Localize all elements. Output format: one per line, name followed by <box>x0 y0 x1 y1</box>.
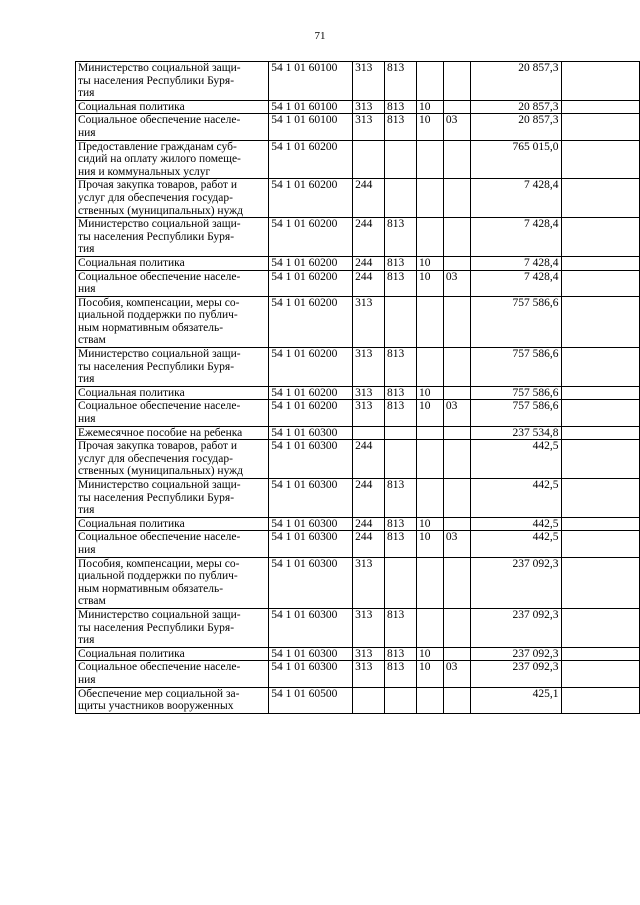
row-expense-type-cell: 313 <box>353 608 385 647</box>
table-row <box>76 400 640 426</box>
row-section-cell <box>416 348 443 387</box>
row-code-cell: 54 1 01 60100 <box>269 62 353 101</box>
row-extra-cell <box>561 100 640 114</box>
row-name-cell: Социальное обеспечение населе- ния <box>76 400 269 426</box>
row-code-cell: 54 1 01 60200 <box>269 256 353 270</box>
row-subsection-cell <box>443 386 470 400</box>
row-name-cell: Предоставление гражданам суб- сидий на оплату жилого помеще- ния и коммунальных услуг <box>76 140 269 179</box>
row-extra-cell <box>561 608 640 647</box>
row-subsection-cell <box>443 179 470 218</box>
table-row <box>76 517 640 531</box>
row-code-cell: 54 1 01 60200 <box>269 270 353 296</box>
row-extra-cell <box>561 270 640 296</box>
row-amount-cell: 237 092,3 <box>470 647 561 661</box>
row-code-cell: 54 1 01 60200 <box>269 218 353 257</box>
row-code-cell: 54 1 01 60200 <box>269 296 353 347</box>
table-row <box>76 140 640 179</box>
row-name-cell: Социальная политика <box>76 517 269 531</box>
row-expense-type-cell: 244 <box>353 440 385 479</box>
row-expense-type-cell: 313 <box>353 348 385 387</box>
row-subsection-cell: 03 <box>443 400 470 426</box>
table-row <box>76 218 640 257</box>
row-expense-type-cell: 244 <box>353 218 385 257</box>
row-section-cell <box>416 296 443 347</box>
row-amount-cell: 237 092,3 <box>470 661 561 687</box>
row-section-cell: 10 <box>416 400 443 426</box>
row-section-cell: 10 <box>416 114 443 140</box>
table-row <box>76 256 640 270</box>
row-name-cell: Министерство социальной защи- ты населения Республики Буря- тия <box>76 348 269 387</box>
row-ministry-code-cell: 813 <box>385 479 417 518</box>
row-ministry-code-cell <box>385 557 417 608</box>
row-subsection-cell <box>443 479 470 518</box>
row-amount-cell: 442,5 <box>470 531 561 557</box>
row-subsection-cell <box>443 348 470 387</box>
row-amount-cell: 237 092,3 <box>470 557 561 608</box>
table-row <box>76 348 640 387</box>
row-amount-cell: 442,5 <box>470 479 561 518</box>
row-name-cell: Прочая закупка товаров, работ и услуг для обеспечения государ- ственных (муниципальных) нужд <box>76 440 269 479</box>
table-row <box>76 296 640 347</box>
table-row <box>76 114 640 140</box>
row-code-cell: 54 1 01 60200 <box>269 386 353 400</box>
row-amount-cell: 757 586,6 <box>470 296 561 347</box>
table-row <box>76 608 640 647</box>
row-extra-cell <box>561 62 640 101</box>
row-amount-cell: 442,5 <box>470 517 561 531</box>
row-code-cell: 54 1 01 60300 <box>269 440 353 479</box>
row-subsection-cell <box>443 440 470 479</box>
row-extra-cell <box>561 557 640 608</box>
row-extra-cell <box>561 114 640 140</box>
row-section-cell <box>416 608 443 647</box>
row-subsection-cell <box>443 647 470 661</box>
row-code-cell: 54 1 01 60200 <box>269 348 353 387</box>
row-name-cell: Социальная политика <box>76 386 269 400</box>
page-number: 71 <box>314 30 326 42</box>
row-extra-cell <box>561 256 640 270</box>
row-amount-cell: 7 428,4 <box>470 256 561 270</box>
row-ministry-code-cell: 813 <box>385 62 417 101</box>
row-amount-cell: 7 428,4 <box>470 179 561 218</box>
row-ministry-code-cell <box>385 687 417 713</box>
row-amount-cell: 757 586,6 <box>470 386 561 400</box>
row-name-cell: Социальное обеспечение населе- ния <box>76 270 269 296</box>
row-amount-cell: 20 857,3 <box>470 100 561 114</box>
row-section-cell <box>416 426 443 440</box>
table-row <box>76 386 640 400</box>
row-expense-type-cell: 244 <box>353 531 385 557</box>
row-ministry-code-cell: 813 <box>385 517 417 531</box>
row-code-cell: 54 1 01 60500 <box>269 687 353 713</box>
row-ministry-code-cell: 813 <box>385 256 417 270</box>
row-expense-type-cell: 244 <box>353 179 385 218</box>
row-name-cell: Социальное обеспечение населе- ния <box>76 531 269 557</box>
row-extra-cell <box>561 531 640 557</box>
row-code-cell: 54 1 01 60200 <box>269 140 353 179</box>
row-extra-cell <box>561 479 640 518</box>
row-subsection-cell: 03 <box>443 531 470 557</box>
row-expense-type-cell: 244 <box>353 479 385 518</box>
row-expense-type-cell: 313 <box>353 647 385 661</box>
row-subsection-cell: 03 <box>443 661 470 687</box>
row-amount-cell: 7 428,4 <box>470 218 561 257</box>
table-row <box>76 440 640 479</box>
table-row <box>76 270 640 296</box>
row-section-cell: 10 <box>416 386 443 400</box>
row-code-cell: 54 1 01 60300 <box>269 479 353 518</box>
row-ministry-code-cell: 813 <box>385 647 417 661</box>
row-subsection-cell <box>443 100 470 114</box>
row-amount-cell: 757 586,6 <box>470 400 561 426</box>
row-section-cell: 10 <box>416 531 443 557</box>
table-row <box>76 426 640 440</box>
row-expense-type-cell: 313 <box>353 114 385 140</box>
table-row <box>76 557 640 608</box>
budget-table-body <box>76 62 640 714</box>
table-row <box>76 531 640 557</box>
row-expense-type-cell: 313 <box>353 62 385 101</box>
row-subsection-cell <box>443 62 470 101</box>
row-ministry-code-cell: 813 <box>385 114 417 140</box>
row-extra-cell <box>561 400 640 426</box>
row-extra-cell <box>561 647 640 661</box>
row-code-cell: 54 1 01 60300 <box>269 557 353 608</box>
row-amount-cell: 20 857,3 <box>470 62 561 101</box>
row-name-cell: Прочая закупка товаров, работ и услуг для обеспечения государ- ственных (муниципальных) нужд <box>76 179 269 218</box>
row-ministry-code-cell: 813 <box>385 348 417 387</box>
row-extra-cell <box>561 386 640 400</box>
row-section-cell <box>416 687 443 713</box>
row-section-cell: 10 <box>416 270 443 296</box>
row-expense-type-cell: 244 <box>353 270 385 296</box>
row-extra-cell <box>561 517 640 531</box>
row-code-cell: 54 1 01 60300 <box>269 661 353 687</box>
row-extra-cell <box>561 687 640 713</box>
row-subsection-cell <box>443 140 470 179</box>
row-ministry-code-cell: 813 <box>385 661 417 687</box>
row-name-cell: Министерство социальной защи- ты населения Республики Буря- тия <box>76 479 269 518</box>
row-subsection-cell: 03 <box>443 270 470 296</box>
table-row <box>76 647 640 661</box>
row-expense-type-cell: 244 <box>353 517 385 531</box>
table-row <box>76 661 640 687</box>
table-row <box>76 62 640 101</box>
row-expense-type-cell: 313 <box>353 100 385 114</box>
row-ministry-code-cell <box>385 179 417 218</box>
row-extra-cell <box>561 218 640 257</box>
row-section-cell <box>416 140 443 179</box>
row-extra-cell <box>561 426 640 440</box>
row-amount-cell: 765 015,0 <box>470 140 561 179</box>
row-ministry-code-cell: 813 <box>385 400 417 426</box>
row-ministry-code-cell: 813 <box>385 386 417 400</box>
row-amount-cell: 237 534,8 <box>470 426 561 440</box>
row-subsection-cell <box>443 256 470 270</box>
row-ministry-code-cell: 813 <box>385 100 417 114</box>
row-extra-cell <box>561 661 640 687</box>
row-expense-type-cell: 313 <box>353 661 385 687</box>
row-code-cell: 54 1 01 60200 <box>269 400 353 426</box>
row-code-cell: 54 1 01 60300 <box>269 426 353 440</box>
row-amount-cell: 425,1 <box>470 687 561 713</box>
row-code-cell: 54 1 01 60300 <box>269 517 353 531</box>
row-code-cell: 54 1 01 60200 <box>269 179 353 218</box>
row-ministry-code-cell: 813 <box>385 270 417 296</box>
row-name-cell: Ежемесячное пособие на ребенка <box>76 426 269 440</box>
row-expense-type-cell: 313 <box>353 386 385 400</box>
row-section-cell <box>416 218 443 257</box>
row-ministry-code-cell: 813 <box>385 608 417 647</box>
row-name-cell: Социальная политика <box>76 100 269 114</box>
row-section-cell <box>416 557 443 608</box>
row-name-cell: Министерство социальной защи- ты населения Республики Буря- тия <box>76 62 269 101</box>
row-code-cell: 54 1 01 60100 <box>269 100 353 114</box>
row-extra-cell <box>561 296 640 347</box>
row-amount-cell: 237 092,3 <box>470 608 561 647</box>
row-subsection-cell <box>443 517 470 531</box>
row-subsection-cell <box>443 426 470 440</box>
row-section-cell: 10 <box>416 647 443 661</box>
row-section-cell: 10 <box>416 661 443 687</box>
row-name-cell: Пособия, компенсации, меры со- циальной поддержки по публич- ным нормативным обязатель- ствам <box>76 296 269 347</box>
row-extra-cell <box>561 140 640 179</box>
row-section-cell: 10 <box>416 517 443 531</box>
row-ministry-code-cell <box>385 440 417 479</box>
row-amount-cell: 442,5 <box>470 440 561 479</box>
row-amount-cell: 20 857,3 <box>470 114 561 140</box>
row-name-cell: Пособия, компенсации, меры со- циальной поддержки по публич- ным нормативным обязатель- ствам <box>76 557 269 608</box>
row-subsection-cell <box>443 608 470 647</box>
row-section-cell <box>416 479 443 518</box>
row-code-cell: 54 1 01 60300 <box>269 647 353 661</box>
row-expense-type-cell <box>353 426 385 440</box>
row-expense-type-cell: 313 <box>353 400 385 426</box>
row-subsection-cell <box>443 296 470 347</box>
row-name-cell: Социальная политика <box>76 256 269 270</box>
row-expense-type-cell <box>353 687 385 713</box>
table-row <box>76 479 640 518</box>
row-section-cell <box>416 179 443 218</box>
budget-table <box>75 61 640 714</box>
row-expense-type-cell: 244 <box>353 256 385 270</box>
row-amount-cell: 7 428,4 <box>470 270 561 296</box>
row-name-cell: Обеспечение мер социальной за- щиты участников вооруженных <box>76 687 269 713</box>
row-ministry-code-cell: 813 <box>385 531 417 557</box>
row-subsection-cell <box>443 687 470 713</box>
row-expense-type-cell <box>353 140 385 179</box>
row-name-cell: Социальное обеспечение населе- ния <box>76 114 269 140</box>
row-extra-cell <box>561 440 640 479</box>
row-ministry-code-cell: 813 <box>385 218 417 257</box>
row-subsection-cell <box>443 218 470 257</box>
row-ministry-code-cell <box>385 426 417 440</box>
row-code-cell: 54 1 01 60300 <box>269 531 353 557</box>
table-row <box>76 179 640 218</box>
row-code-cell: 54 1 01 60100 <box>269 114 353 140</box>
row-name-cell: Министерство социальной защи- ты населения Республики Буря- тия <box>76 608 269 647</box>
row-section-cell: 10 <box>416 100 443 114</box>
row-section-cell: 10 <box>416 256 443 270</box>
row-extra-cell <box>561 348 640 387</box>
row-amount-cell: 757 586,6 <box>470 348 561 387</box>
row-section-cell <box>416 62 443 101</box>
row-name-cell: Министерство социальной защи- ты населения Республики Буря- тия <box>76 218 269 257</box>
row-code-cell: 54 1 01 60300 <box>269 608 353 647</box>
row-subsection-cell <box>443 557 470 608</box>
row-ministry-code-cell <box>385 140 417 179</box>
row-expense-type-cell: 313 <box>353 557 385 608</box>
row-name-cell: Социальная политика <box>76 647 269 661</box>
table-row <box>76 687 640 713</box>
row-ministry-code-cell <box>385 296 417 347</box>
row-expense-type-cell: 313 <box>353 296 385 347</box>
row-section-cell <box>416 440 443 479</box>
row-extra-cell <box>561 179 640 218</box>
table-row <box>76 100 640 114</box>
row-name-cell: Социальное обеспечение населе- ния <box>76 661 269 687</box>
row-subsection-cell: 03 <box>443 114 470 140</box>
